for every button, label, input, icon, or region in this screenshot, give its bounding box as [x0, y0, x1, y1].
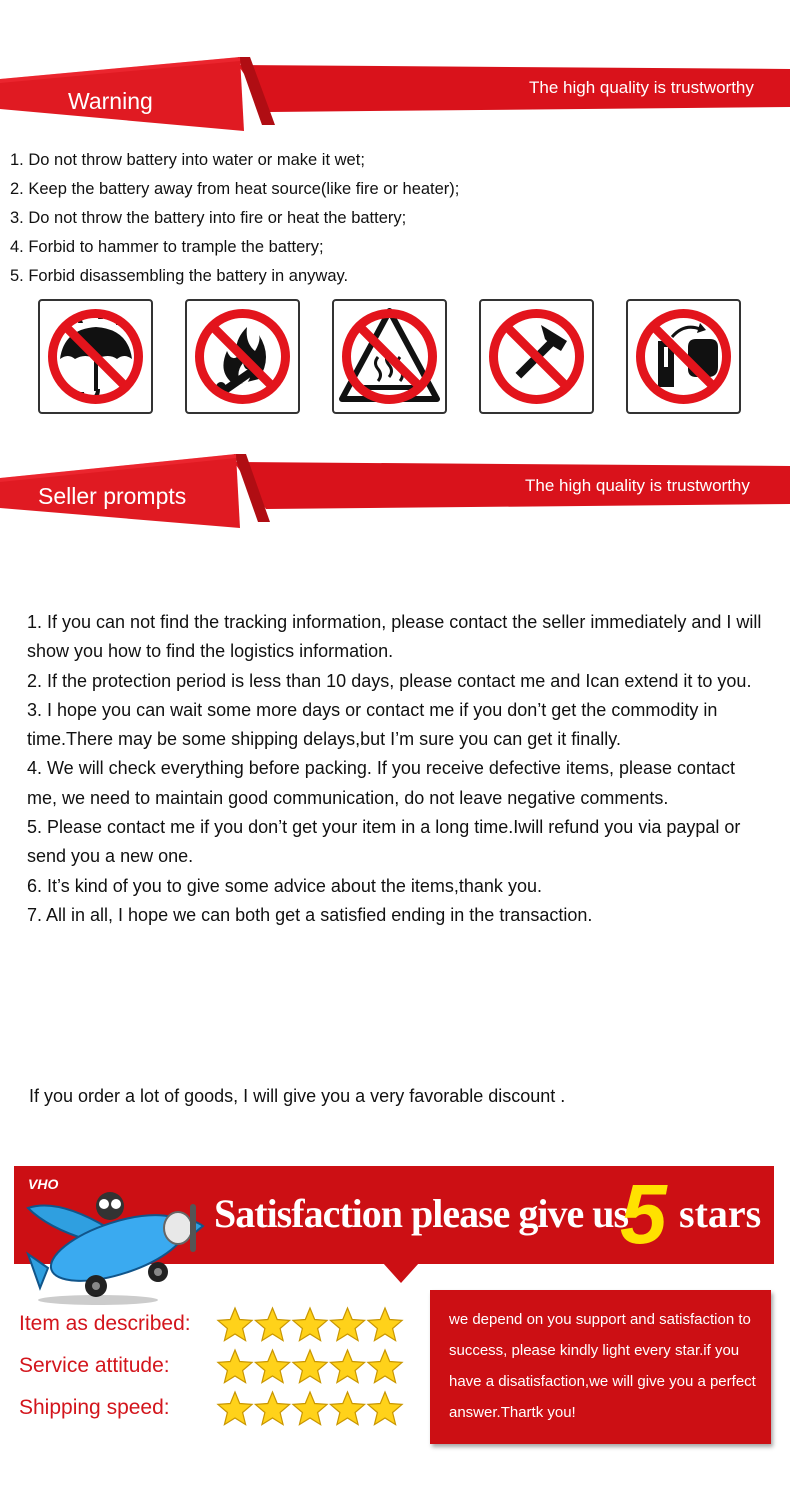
warning-item: 4. Forbid to hammer to trample the battery; [10, 238, 324, 256]
star-icon[interactable] [368, 1308, 402, 1341]
rating-stars[interactable] [215, 1390, 405, 1430]
discount-note: If you order a lot of goods, I will give you a very favorable discount . [29, 1086, 566, 1106]
warning-item: 5. Forbid disassembling the battery in anyway. [10, 267, 349, 285]
star-icon[interactable] [293, 1350, 327, 1383]
warning-title: Warning [68, 88, 153, 114]
star-icon[interactable] [218, 1392, 252, 1425]
star-icon[interactable] [218, 1350, 252, 1383]
no-disassemble-icon [626, 299, 741, 414]
prompt-item: 1. If you can not find the tracking information, please contact the seller immediately and I will show you how to find the logistics information. [27, 612, 762, 662]
warning-banner [0, 55, 790, 135]
seller-prompts-list [27, 608, 767, 930]
prompt-item: 3. I hope you can wait some more days or contact me if you don’t get the commodity in time.There may be some shipping delays,but I’m sure you can get it finally. [27, 699, 718, 750]
brand-logo: VHO [28, 1176, 59, 1192]
star-icon[interactable] [330, 1308, 364, 1341]
airplane-mascot-icon [18, 1168, 208, 1308]
star-icon[interactable] [255, 1350, 289, 1383]
banner-notch [383, 1263, 419, 1283]
star-icon[interactable] [293, 1308, 327, 1341]
satisfaction-stars-word: stars [679, 1191, 762, 1236]
seller-title: Seller prompts [38, 483, 187, 509]
satisfaction-headline: Satisfaction please give us [214, 1191, 629, 1236]
prompt-item: 2. If the protection period is less than 10 days, please contact me and Ican extend it to you. [27, 670, 752, 691]
star-rating-svg [215, 1348, 405, 1388]
prompt-item: 5. Please contact me if you don’t get your item in a long time.Iwill refund you via paypal or send you a new one. [27, 817, 741, 867]
rating-label: Shipping speed: [19, 1396, 170, 1419]
prohibition-signs [38, 299, 748, 417]
seller-banner [0, 452, 790, 532]
warning-item: 3. Do not throw the battery into fire or heat the battery; [10, 209, 407, 227]
rating-stars[interactable] [215, 1348, 405, 1388]
star-rating-svg [215, 1390, 405, 1430]
star-icon[interactable] [330, 1350, 364, 1383]
prompt-item: 7. All in all, I hope we can both get a satisfied ending in the transaction. [27, 904, 593, 925]
prompt-item: 4. We will check everything before packing. If you receive defective items, please contact me, we need to maintain good communication, do not leave negative comments. [27, 758, 736, 808]
star-rating-svg [215, 1306, 405, 1346]
star-icon[interactable] [330, 1392, 364, 1425]
warning-item: 1. Do not throw battery into water or make it wet; [10, 151, 365, 169]
prompt-item: 6. It’s kind of you to give some advice about the items,thank you. [27, 875, 542, 896]
no-heat-warning-icon [332, 299, 447, 414]
satisfaction-note-box [430, 1290, 771, 1444]
star-icon[interactable] [368, 1392, 402, 1425]
satisfaction-number: 5 [620, 1167, 667, 1261]
seller-tagline: The high quality is trustworthy [525, 476, 750, 495]
star-icon[interactable] [255, 1392, 289, 1425]
warning-item: 2. Keep the battery away from heat source(like fire or heater); [10, 180, 460, 198]
warning-tagline: The high quality is trustworthy [529, 78, 754, 97]
rating-stars[interactable] [215, 1306, 405, 1346]
star-icon[interactable] [293, 1392, 327, 1425]
star-icon[interactable] [368, 1350, 402, 1383]
no-hammer-icon [479, 299, 594, 414]
star-icon[interactable] [255, 1308, 289, 1341]
warning-list [10, 146, 459, 291]
satisfaction-note: we depend on you support and satisfaction to success, please kindly light every star.if you have a disatisfaction,we will give you a perfect answer.Thartk you! [449, 1311, 756, 1421]
no-fire-icon [185, 299, 300, 414]
rating-label: Service attitude: [19, 1354, 170, 1377]
star-icon[interactable] [218, 1308, 252, 1341]
no-umbrella-rain-icon [38, 299, 153, 414]
rating-label: Item as described: [19, 1312, 191, 1335]
